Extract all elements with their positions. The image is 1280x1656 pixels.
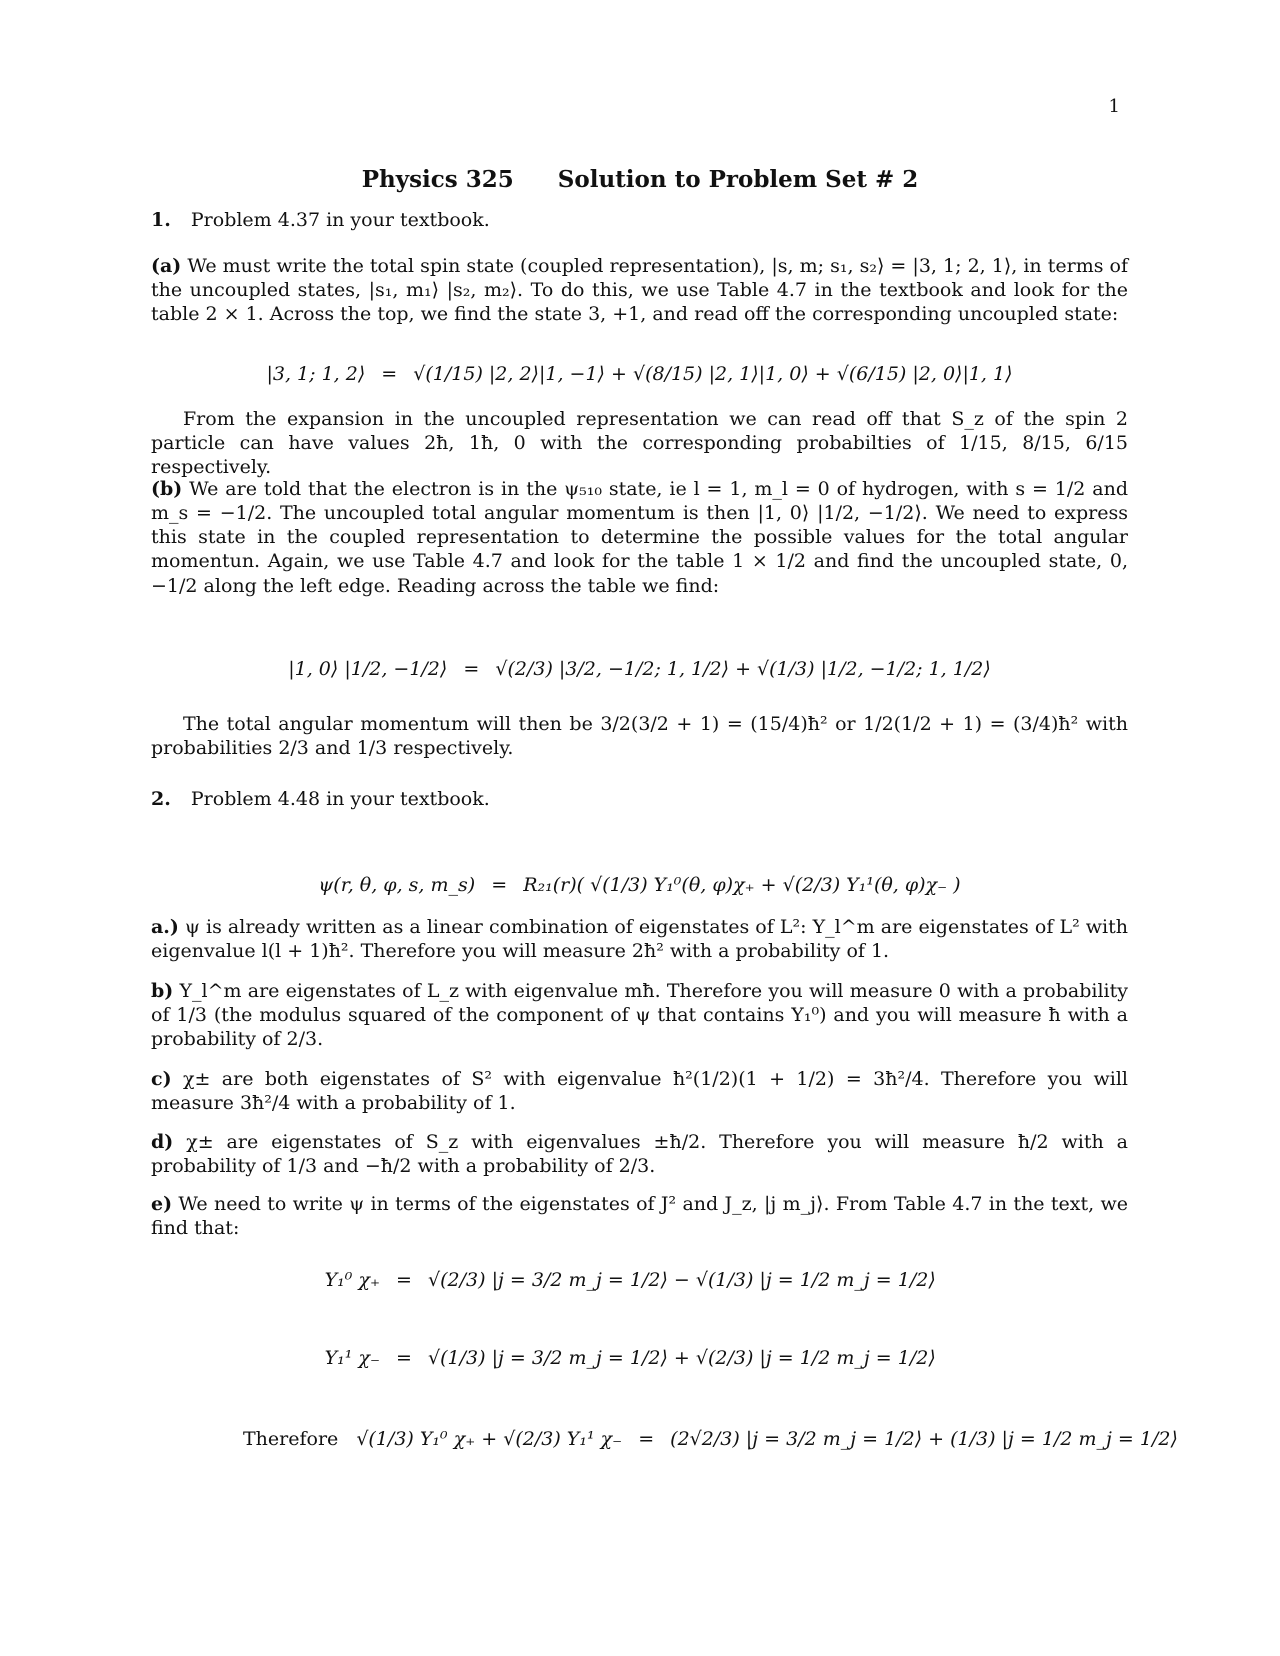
problem-1b-text: We are told that the electron is in the ψ₅₁₀ state, ie l = 1, m_l = 0 of hydrogen, with s = 1/2 and m_s = −1/2. The uncoupled total angular momentum is then |1, 0⟩ |1/2, −1/2⟩. We need to express this state in the coupled representation to determine the possible values for the total angular momentun. Again, we use Table 4.7 and look for the table 1 × 1/2 and find the uncoupled state, 0, −1/2 along the left edge. Reading across the table we find: (151, 478, 1129, 597)
problem-2a-label: a.) (151, 916, 179, 938)
problem-2d-text: χ± are eigenstates of S_z with eigenvalues ±ħ/2. Therefore you will measure ħ/2 with a probability of 1/3 and −ħ/2 with a probability of 2/3. (151, 1131, 1128, 1178)
problem-1-number: 1. (151, 209, 171, 231)
equation-2e-3-lhs: √(1/3) Y₁⁰ χ₊ + √(2/3) Y₁¹ χ₋ (356, 1428, 623, 1450)
equation-2e-1-rhs: √(2/3) |j = 3/2 m_j = 1/2⟩ − √(1/3) |j = 1/2 m_j = 1/2⟩ (428, 1269, 936, 1291)
equals-sign: = (396, 1347, 412, 1369)
problem-1a-text: We must write the total spin state (coupled representation), |s, m; s₁, s₂⟩ = |3, 1; 2, 1⟩, in terms of the uncoupled states, |s₁, m₁⟩ |s₂, m₂⟩. To do this, we use Table 4.7 in the textbook and look for the table 2 × 1. Across the top, we find the state 3, +1, and read off the corresponding uncoupled state: (151, 255, 1128, 326)
equals-sign: = (491, 874, 508, 896)
equation-2e-1-lhs: Y₁⁰ χ₊ (324, 1269, 380, 1291)
equation-2e-3-rhs: (2√2/3) |j = 3/2 m_j = 1/2⟩ + (1/3) |j = 1/2 m_j = 1/2⟩ (670, 1428, 1178, 1450)
equation-2-lhs: ψ(r, θ, φ, s, m_s) (318, 874, 476, 896)
equation-2e-3-prefix: Therefore (243, 1428, 339, 1450)
equation-1b-lhs: |1, 0⟩ |1/2, −1/2⟩ (288, 658, 448, 680)
problem-1b-paragraph (151, 477, 1128, 598)
problem-2b-label: b) (151, 980, 174, 1002)
course-name: Physics 325 (361, 166, 514, 193)
problem-2e-label: e) (151, 1193, 173, 1215)
equation-2e-2-lhs: Y₁¹ χ₋ (324, 1347, 380, 1369)
equation-1a-lhs: |3, 1; 1, 2⟩ (266, 363, 366, 385)
equation-1a (151, 362, 1128, 386)
equals-sign: = (638, 1428, 655, 1450)
problem-2b-paragraph (151, 979, 1128, 1051)
problem-2c-text: χ± are both eigenstates of S² with eigenvalue ħ²(1/2)(1 + 1/2) = 3ħ²/4. Therefore you will measure 3ħ²/4 with a probability of 1. (151, 1068, 1128, 1115)
equation-2e-2 (230, 1346, 1130, 1370)
equals-sign: = (396, 1269, 412, 1291)
document-subtitle: Solution to Problem Set # 2 (557, 166, 919, 193)
equation-2e-2-rhs: √(1/3) |j = 3/2 m_j = 1/2⟩ + √(2/3) |j = 1/2 m_j = 1/2⟩ (428, 1347, 936, 1369)
problem-2-heading (151, 787, 490, 811)
page-number: 1 (1108, 96, 1120, 117)
equation-1b (151, 657, 1128, 681)
problem-2a-paragraph (151, 915, 1128, 963)
problem-2b-text: Y_l^m are eigenstates of L_z with eigenvalue mħ. Therefore you will measure 0 with a probability of 1/3 (the modulus squared of the component of ψ that contains Y₁⁰) and you will measure ħ with a probability of 2/3. (151, 980, 1128, 1051)
problem-1b-conclusion: The total angular momentum will then be 3/2(3/2 + 1) = (15/4)ħ² or 1/2(1/2 + 1) = (3/4)ħ² with probabilities 2/3 and 1/3 respectively. (151, 713, 1128, 760)
page-title (0, 165, 1280, 194)
problem-2-text: Problem 4.48 in your textbook. (190, 788, 490, 810)
equals-sign: = (381, 363, 398, 385)
equation-2e-3 (243, 1427, 1178, 1451)
equation-2e-1 (230, 1268, 1130, 1292)
equation-2-wavefunction (151, 873, 1128, 897)
equals-sign: = (463, 658, 480, 680)
problem-2d-paragraph (151, 1130, 1128, 1178)
equation-2-rhs: R₂₁(r)( √(1/3) Y₁⁰(θ, φ)χ₊ + √(2/3) Y₁¹(θ, φ)χ₋ ) (523, 874, 961, 896)
equation-1a-rhs: √(1/15) |2, 2⟩|1, −1⟩ + √(8/15) |2, 1⟩|1, 0⟩ + √(6/15) |2, 0⟩|1, 1⟩ (413, 363, 1013, 385)
equation-1b-rhs: √(2/3) |3/2, −1/2; 1, 1/2⟩ + √(1/3) |1/2, −1/2; 1, 1/2⟩ (495, 658, 991, 680)
problem-1-heading (151, 208, 490, 232)
problem-1a-label: (a) (151, 255, 182, 277)
problem-1-text: Problem 4.37 in your textbook. (190, 209, 490, 231)
problem-2d-label: d) (151, 1131, 174, 1153)
problem-2e-text: We need to write ψ in terms of the eigenstates of J² and J_z, |j m_j⟩. From Table 4.7 in the text, we find that: (151, 1193, 1128, 1240)
problem-1a-conclusion: From the expansion in the uncoupled representation we can read off that S_z of the spin 2 particle can have values 2ħ, 1ħ, 0 with the corresponding probabilties of 1/15, 8/15, 6/15 respectively. (151, 408, 1128, 479)
problem-1a-paragraph (151, 254, 1128, 326)
problem-2c-paragraph (151, 1067, 1128, 1115)
problem-2a-text: ψ is already written as a linear combination of eigenstates of L²: Y_l^m are eigenstates of L² with eigenvalue l(l + 1)ħ². Therefore you will measure 2ħ² with a probability of 1. (151, 916, 1128, 963)
problem-2c-label: c) (151, 1068, 172, 1090)
problem-2-number: 2. (151, 788, 171, 810)
problem-2e-paragraph (151, 1192, 1128, 1240)
problem-1b-label: (b) (151, 478, 183, 500)
